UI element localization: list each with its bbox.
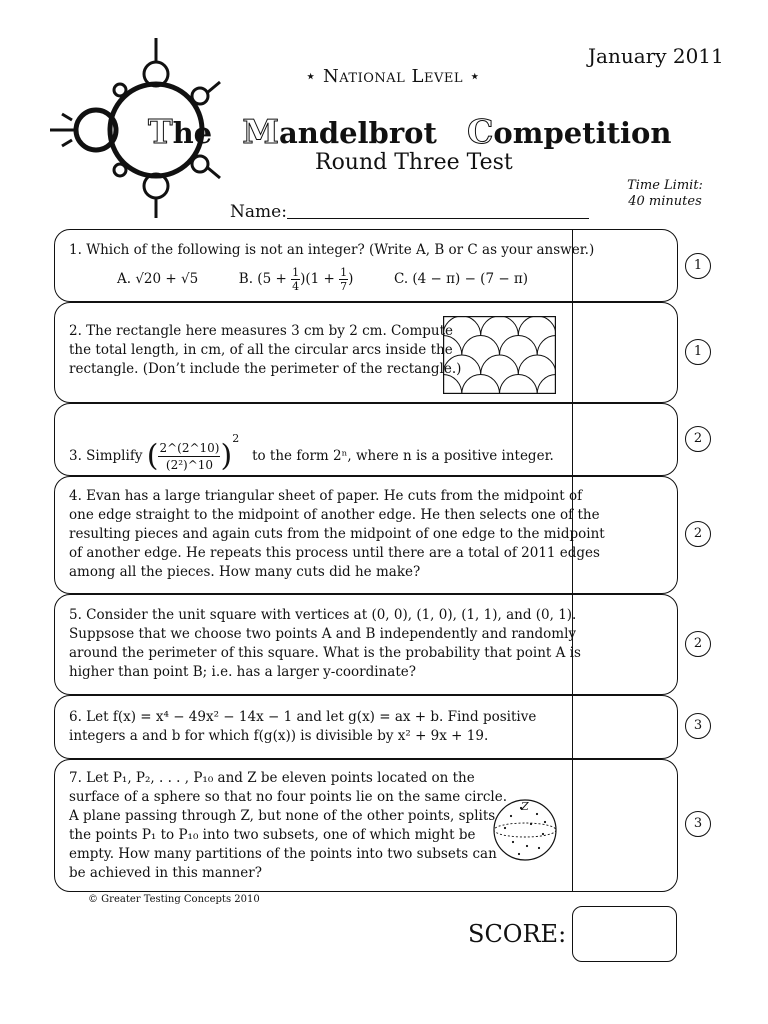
question-5-line: Suppsose that we choose two points A and B independently and randomly (69, 626, 577, 642)
question-6-line: 6. Let f(x) = x⁴ − 49x² − 14x − 1 and let g(x) = ax + b. Find positive (69, 709, 537, 725)
test-date: January 2011 (588, 44, 724, 68)
competition-title (148, 112, 671, 151)
question-2-line: rectangle. (Don’t include the perimeter of the rectangle.) (69, 361, 462, 377)
competition-level: ⋆ National Level ⋆ (305, 66, 481, 87)
question-4-line: among all the pieces. How many cuts did he make? (69, 564, 421, 580)
question-2-box (54, 302, 678, 403)
question-3-fraction: $\frac{2\^{}(2\^{}10)}{\text{(2²)\textasciicircum{}10}}$ (159, 441, 220, 472)
question-6-answer-field[interactable] (573, 696, 677, 758)
question-1-points: 1 (685, 253, 711, 279)
question-7-answer-field[interactable] (573, 760, 677, 891)
question-5-box (54, 594, 678, 695)
question-4-line: one edge straight to the midpoint of another edge. He then selects one of the (69, 507, 600, 523)
question-2-line: 2. The rectangle here measures 3 cm by 2 cm. Compute (69, 323, 454, 339)
score-box[interactable] (572, 906, 677, 962)
question-7-box (54, 759, 678, 892)
arcs-rectangle-figure (443, 316, 556, 394)
question-1-text (69, 241, 594, 260)
question-7-line: surface of a sphere so that no four points lie on the same circle. (69, 789, 508, 805)
question-4-text (69, 487, 605, 582)
sphere-label-z: Z (521, 800, 529, 813)
question-1-answer-field[interactable] (573, 230, 677, 301)
question-7-line: A plane passing through Z, but none of the other points, splits (69, 808, 496, 824)
question-7-points: 3 (685, 811, 711, 837)
question-1-box (54, 229, 678, 302)
question-7-line: 7. Let P₁, P₂, . . . , P₁₀ and Z be eleven points located on the (69, 770, 475, 786)
question-3-text: 3. Simplify ( $\frac{2\^{}(2\^{}10)}{\text{(2²)\textasciicircum{}10}}$ )$^2$ to the form 2ⁿ, where n is a positive integer. (69, 432, 554, 474)
question-1-prompt: Which of the following is not an integer? (Write A, B or C as your answer.) (86, 242, 595, 258)
title-letter-m: M (242, 112, 279, 151)
question-5-line: higher than point B; i.e. has a larger y-coordinate? (69, 664, 416, 680)
name-field-line[interactable] (287, 218, 589, 219)
question-2-answer-field[interactable] (573, 303, 677, 402)
time-limit-label: Time Limit: (627, 178, 703, 193)
choice-a: A. √20 + √5 (117, 271, 199, 287)
question-7-line: empty. How many partitions of the points into two subsets can (69, 846, 497, 862)
question-2-points: 1 (685, 339, 711, 365)
question-4-line: of another edge. He repeats this process until there are a total of 2011 edges (69, 545, 600, 561)
question-4-line: resulting pieces and again cuts from the midpoint of one edge to the midpoint (69, 526, 605, 542)
question-1-number: 1. (69, 242, 82, 258)
question-4-points: 2 (685, 521, 711, 547)
choice-c: C. (4 − π) − (7 − π) (393, 271, 529, 287)
question-3-suffix: to the form 2ⁿ, where n is a positive integer. (252, 448, 554, 464)
question-1-choices (117, 266, 528, 293)
question-6-box (54, 695, 678, 759)
question-4-answer-field[interactable] (573, 477, 677, 593)
title-word-mandelbrot: andelbrot (278, 116, 437, 150)
title-word-the: he (172, 116, 213, 150)
copyright-notice: © Greater Testing Concepts 2010 (88, 894, 260, 905)
question-3-points: 2 (685, 426, 711, 452)
question-5-line: around the perimeter of this square. What is the probability that point A is (69, 645, 581, 661)
question-5-answer-field[interactable] (573, 595, 677, 694)
question-7-line: the points P₁ to P₁₀ into two subsets, one of which might be (69, 827, 476, 843)
question-4-box (54, 476, 678, 594)
question-7-line: be achieved in this manner? (69, 865, 262, 881)
time-limit (610, 178, 720, 210)
question-2-line: the total length, in cm, of all the circular arcs inside the (69, 342, 453, 358)
question-4-line: 4. Evan has a large triangular sheet of paper. He cuts from the midpoint of (69, 488, 583, 504)
choice-b: B. (5 + $\frac{1}{4}$ )(1 + $\frac{1}{7}$ ) (238, 266, 354, 293)
question-5-line: 5. Consider the unit square with vertices at (0, 0), (1, 0), (1, 1), and (0, 1). (69, 607, 577, 623)
sphere-figure (491, 796, 559, 862)
question-6-points: 3 (685, 713, 711, 739)
title-letter-c: C (467, 112, 494, 151)
name-label: Name: (230, 202, 287, 222)
question-3-answer-field[interactable] (573, 404, 677, 475)
score-label: SCORE: (468, 920, 567, 948)
title-letter-t: T (148, 112, 173, 151)
time-limit-value: 40 minutes (628, 194, 702, 209)
title-word-competition: ompetition (493, 116, 672, 150)
question-5-text (69, 606, 581, 682)
question-7-text (69, 769, 507, 883)
question-6-line: integers a and b for which f(g(x)) is divisible by x² + 9x + 19. (69, 728, 489, 744)
question-3-prefix: 3. Simplify (69, 448, 143, 464)
question-6-text (69, 708, 536, 746)
question-2-text (69, 322, 461, 379)
question-5-points: 2 (685, 631, 711, 657)
question-3-box (54, 403, 678, 476)
round-subtitle: Round Three Test (315, 150, 513, 175)
